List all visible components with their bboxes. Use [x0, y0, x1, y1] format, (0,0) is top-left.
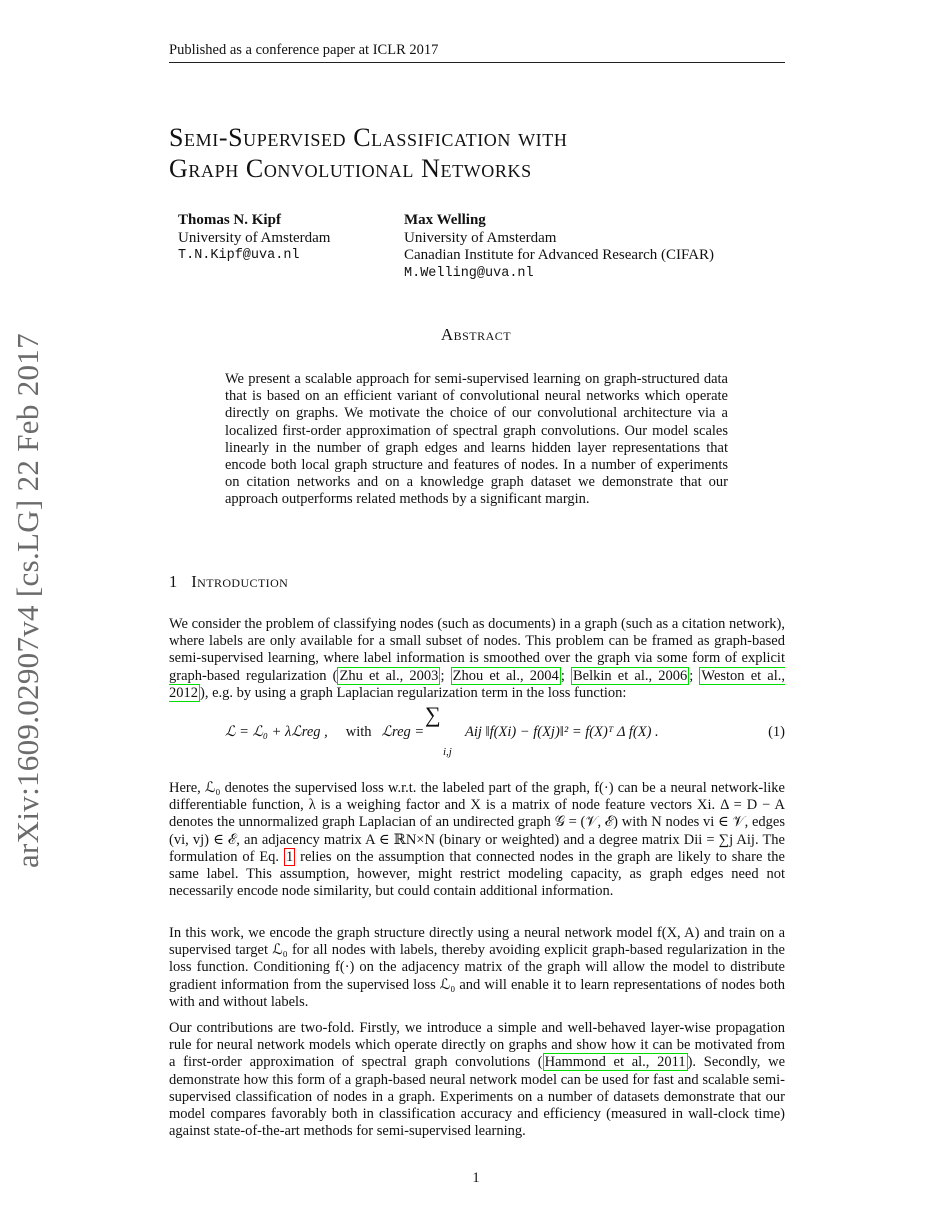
paragraph-text: Our contributions are two-fold. Firstly, we introduce a simple and well-behaved layer-wise propagation rule for neural network models which operate directly on graphs and show how it can be motivated from a first-order approximation of spectral graph convolutions (	[169, 1020, 785, 1071]
equation-loss: ℒ = ℒ₀ + λℒreg ,	[225, 724, 328, 740]
intro-paragraph-2	[169, 780, 785, 900]
title-line-1: Semi-Supervised Classification with	[169, 123, 568, 152]
equation-reference-link[interactable]: 1	[285, 848, 294, 865]
author-email[interactable]: T.N.Kipf@uva.nl	[178, 248, 300, 263]
author-block-2	[404, 212, 714, 282]
equation-sum-symbol: ∑	[425, 702, 441, 727]
citation-separator: ;	[440, 667, 451, 684]
author-name: Thomas N. Kipf	[178, 212, 281, 228]
equation-rhs: Aij ‖f(Xi) − f(Xj)‖² = f(X)ᵀ Δ f(X) .	[465, 724, 659, 740]
author-affiliation: University of Amsterdam	[178, 229, 331, 246]
section-title: Introduction	[191, 572, 289, 591]
author-block-1	[178, 212, 330, 265]
citation-link[interactable]: Belkin et al., 2006	[572, 667, 688, 684]
paragraph-text: ). Secondly, we demonstrate how this form of a graph-based neural network model can be used for fast and scalable semi-supervised classification of nodes in a graph. Experiments on a number of datasets demonstrate that our model compares favorably both in classification accuracy and efficiency (measured in wall-clock time) against state-of-the-art methods for semi-supervised learning.	[169, 1054, 786, 1140]
paragraph-text: ), e.g. by using a graph Laplacian regularization term in the loss function:	[200, 684, 627, 701]
page-number: 1	[472, 1170, 480, 1186]
citation-link[interactable]: Zhu et al., 2003	[339, 667, 439, 684]
citation-link[interactable]: Zhou et al., 2004	[452, 667, 559, 684]
author-affiliation: University of Amsterdam	[404, 229, 557, 246]
paper-title	[169, 122, 567, 184]
author-name: Max Welling	[404, 212, 486, 228]
paragraph-text: Here, ℒ₀ denotes the supervised loss w.r.t. the labeled part of the graph, f(·) can be a neural network-like differentiable function, λ is a weighing factor and X is a matrix of node feature vectors Xi. Δ = D − A denotes the unnormalized graph Laplacian of an undirected graph 𝒢 = (𝒱, ℰ) with N nodes vi ∈ 𝒱, edges (vi, vj) ∈ ℰ, an adjacency matrix A ∈ ℝN×N (binary or weighted) and a degree matrix Dii = ∑j Aij. The formulation of Eq.	[169, 780, 785, 865]
equation-sum-subscript: i,j	[443, 746, 452, 758]
arxiv-stamp: arXiv:1609.02907v4 [cs.LG] 22 Feb 2017	[10, 333, 45, 868]
equation-reg: ℒreg =	[381, 724, 425, 740]
citation-separator: ;	[689, 667, 700, 684]
author-email[interactable]: M.Welling@uva.nl	[404, 265, 534, 281]
intro-paragraph-3: In this work, we encode the graph structure directly using a neural network model f(X, A) and train on a supervised target ℒ₀ for all nodes with labels, thereby avoiding explicit graph-based regularization in the loss function. Conditioning f(·) on the adjacency matrix of the graph will allow the model to distribute gradient information from the supervised loss ℒ₀ and will enable it to learn representations of nodes both with and without labels.	[169, 925, 785, 1010]
running-header: Published as a conference paper at ICLR 2017	[169, 42, 785, 63]
equation-1	[225, 702, 785, 758]
citation-separator: ;	[560, 667, 571, 684]
citation-link[interactable]: Hammond et al., 2011	[544, 1054, 686, 1071]
abstract-text: We present a scalable approach for semi-supervised learning on graph-structured data that is based on an efficient variant of convolutional neural networks which operate directly on graphs. We motivate the choice of our convolutional architecture via a localized first-order approximation of spectral graph convolutions. Our model scales linearly in the number of graph edges and learns hidden layer representations that encode both local graph structure and features of nodes. In a number of experiments on citation networks and on a knowledge graph dataset we demonstrate that our approach outperforms related methods by a significant margin.	[225, 371, 728, 508]
equation-number: (1)	[768, 724, 785, 740]
abstract-heading: Abstract	[440, 325, 512, 344]
section-number: 1	[169, 572, 178, 591]
section-heading	[169, 572, 288, 592]
author-affiliation-2: Canadian Institute for Advanced Research (CIFAR)	[404, 247, 715, 263]
paragraph-text: relies on the assumption that connected nodes in the graph are likely to share the same label. This assumption, however, might restrict modeling capacity, as graph edges need not necessarily encode node similarity, but could contain additional information.	[169, 848, 785, 900]
paragraph-text: We consider the problem of classifying nodes (such as documents) in a graph (such as a citation network), where labels are only available for a small subset of nodes. This problem can be framed as graph-based semi-supervised learning, where label information is smoothed over the graph via some form of explicit graph-based regularization (	[169, 616, 785, 684]
equation-with: with	[345, 724, 372, 740]
intro-paragraph-1	[169, 616, 785, 702]
equation-lhs	[225, 724, 424, 741]
citation-link[interactable]: Weston et al., 2012	[169, 667, 786, 701]
intro-paragraph-4	[169, 1020, 785, 1140]
title-line-2: Graph Convolutional Networks	[169, 154, 532, 183]
